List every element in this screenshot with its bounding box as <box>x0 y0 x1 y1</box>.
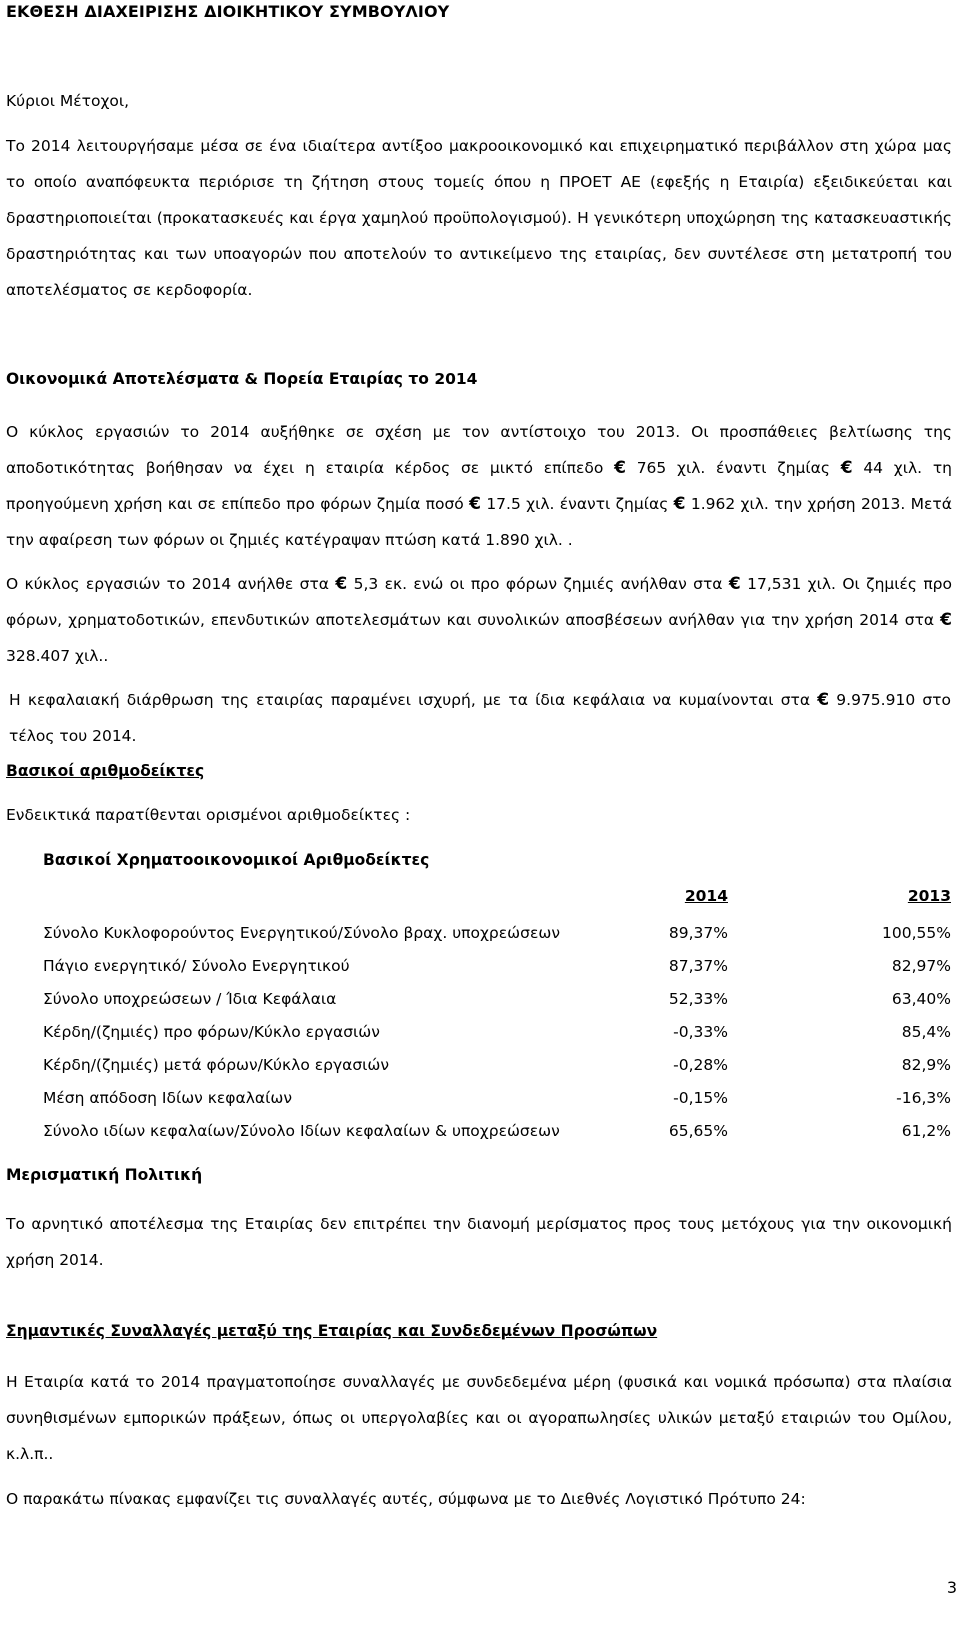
value-2014: 65,65% <box>668 1122 728 1140</box>
results-heading: Οικονομικά Αποτελέσματα & Πορεία Εταιρίας το 2014 <box>6 370 478 388</box>
column-header-2013: 2013 <box>907 887 951 905</box>
value-2014: 89,37% <box>668 924 728 942</box>
page-number: 3 <box>946 1578 957 1597</box>
row-label: Μέση απόδοση Ιδίων κεφαλαίων <box>43 1089 292 1107</box>
table-row <box>43 950 951 983</box>
value-2014: -0,15% <box>673 1089 728 1107</box>
euro-icon: € <box>728 574 741 594</box>
indicators-heading: Βασικοί αριθμοδείκτες <box>6 762 205 780</box>
dividend-paragraph: Το αρνητικό αποτέλεσμα της Εταιρίας δεν επιτρέπει την διανομή μερίσματος προς τους μετόχους για την οικονομική χρήση 2014. <box>6 1215 952 1269</box>
value-2013: -16,3% <box>896 1089 951 1107</box>
row-label: Σύνολο ιδίων κεφαλαίων/Σύνολο Ιδίων κεφαλαίων & υποχρεώσεων <box>43 1122 560 1140</box>
related-parties-heading: Σημαντικές Συναλλαγές μεταξύ της Εταιρίας και Συνδεδεμένων Προσώπων <box>6 1322 658 1340</box>
value-2013: 100,55% <box>882 924 951 942</box>
value-2014: -0,28% <box>673 1056 728 1074</box>
value-2014: -0,33% <box>673 1023 728 1041</box>
table-row <box>43 917 951 950</box>
value-2013: 61,2% <box>901 1122 951 1140</box>
row-label: Κέρδη/(ζημιές) προ φόρων/Κύκλο εργασιών <box>43 1023 380 1041</box>
table-row <box>43 1115 951 1148</box>
value-2013: 85,4% <box>901 1023 951 1041</box>
euro-icon: € <box>817 690 830 710</box>
euro-icon: € <box>469 494 481 514</box>
euro-icon: € <box>614 458 626 478</box>
euro-icon: € <box>673 494 686 514</box>
report-title: ΕΚΘΕΣΗ ΔΙΑΧΕΙΡΙΣΗΣ ΔΙΟΙΚΗΤΙΚΟΥ ΣΥΜΒΟΥΛΙΟΥ <box>6 2 450 21</box>
value-2014: 87,37% <box>668 957 728 975</box>
value-2013: 82,9% <box>901 1056 951 1074</box>
indicators-table-header <box>43 887 951 917</box>
row-label: Σύνολο υποχρεώσεων / Ίδια Κεφάλαια <box>43 990 337 1008</box>
row-label: Πάγιο ενεργητικό/ Σύνολο Ενεργητικού <box>43 957 350 975</box>
row-label: Σύνολο Κυκλοφορούντος Ενεργητικού/Σύνολο βραχ. υποχρεώσεων <box>43 924 560 942</box>
value-2014: 52,33% <box>668 990 728 1008</box>
related-table-intro: Ο παρακάτω πίνακας εμφανίζει τις συναλλαγές αυτές, σύμφωνα με το Διεθνές Λογιστικό Πρότυπο 24: <box>6 1490 806 1508</box>
value-2013: 63,40% <box>891 990 951 1008</box>
euro-icon: € <box>940 610 952 630</box>
results-paragraph-3: Η κεφαλαιακή διάρθρωση της εταιρίας παραμένει ισχυρή, με τα ίδια κεφάλαια να κυμαίνονται στα € 9.975.910 στο τέλος του 2014. <box>9 682 951 754</box>
row-label: Κέρδη/(ζημιές) μετά φόρων/Κύκλο εργασιών <box>43 1056 390 1074</box>
table-row <box>43 1049 951 1082</box>
euro-icon: € <box>840 458 853 478</box>
intro-paragraph: Το 2014 λειτουργήσαμε μέσα σε ένα ιδιαίτερα αντίξοο μακροοικονομικό και επιχειρηματικό περιβάλλον στη χώρα μας το οποίο αναπόφευκτα περιόρισε τη ζήτηση στους τομείς όπου η ΠΡΟΕΤ ΑΕ (εφεξής η Εταιρία) εξειδικεύεται και δραστηριοποιείται (προκατασκευές και έργα χαμηλού προϋπολογισμού). Η γενικότερη υποχώρηση της κατασκευαστικής δραστηριότητας και των υποαγορών που αποτελούν το αντικείμενο της εταιρίας, δεν συντέλεσε στη μετατροπή του αποτελέσματος σε κερδοφορία. <box>6 137 952 299</box>
results-paragraph-1: Ο κύκλος εργασιών το 2014 αυξήθηκε σε σχέση με τον αντίστοιχο του 2013. Οι προσπάθειες βελτίωσης της αποδοτικότητας βοήθησαν να έχει η εταιρία κέρδος σε μικτό επίπεδο € 765 χιλ. έναντι ζημίας € 44 χιλ. τη προηγούμενη χρήση και σε επίπεδο προ φόρων ζημία ποσό € 17.5 χιλ. έναντι ζημίας € 1.962 χιλ. την χρήση 2013. Μετά την αφαίρεση των φόρων οι ζημιές κατέγραψαν πτώση κατά 1.890 χιλ. . <box>6 423 952 549</box>
table-row <box>43 1016 951 1049</box>
results-paragraph-2: Ο κύκλος εργασιών το 2014 ανήλθε στα € 5,3 εκ. ενώ οι προ φόρων ζημιές ανήλθαν στα € 17,531 χιλ. Οι ζημιές προ φόρων, χρηματοδοτικών, επενδυτικών αποτελεσμάτων και συνολικών αποσβέσεων ανήλθαν για την χρήση 2014 στα € 328.407 χιλ.. <box>6 566 952 674</box>
table-row <box>43 1082 951 1115</box>
table-row <box>43 983 951 1016</box>
column-header-2014: 2014 <box>684 887 728 905</box>
euro-icon: € <box>335 574 348 594</box>
value-2013: 82,97% <box>891 957 951 975</box>
indicators-table-title: Βασικοί Χρηματοοικονομικοί Αριθμοδείκτες <box>43 851 430 869</box>
salutation: Κύριοι Μέτοχοι, <box>6 92 130 110</box>
indicators-intro: Ενδεικτικά παρατίθενται ορισμένοι αριθμοδείκτες : <box>6 806 411 824</box>
related-parties-paragraph: Η Εταιρία κατά το 2014 πραγματοποίησε συναλλαγές με συνδεδεμένα μέρη (φυσικά και νομικά πρόσωπα) στα πλαίσια συνηθισμένων εμπορικών πράξεων, όπως οι υπεργολαβίες και οι αγοραπωλησίες υλικών μεταξύ εταιριών του Ομίλου, κ.λ.π.. <box>6 1373 952 1463</box>
dividend-heading: Μερισματική Πολιτική <box>6 1166 203 1184</box>
